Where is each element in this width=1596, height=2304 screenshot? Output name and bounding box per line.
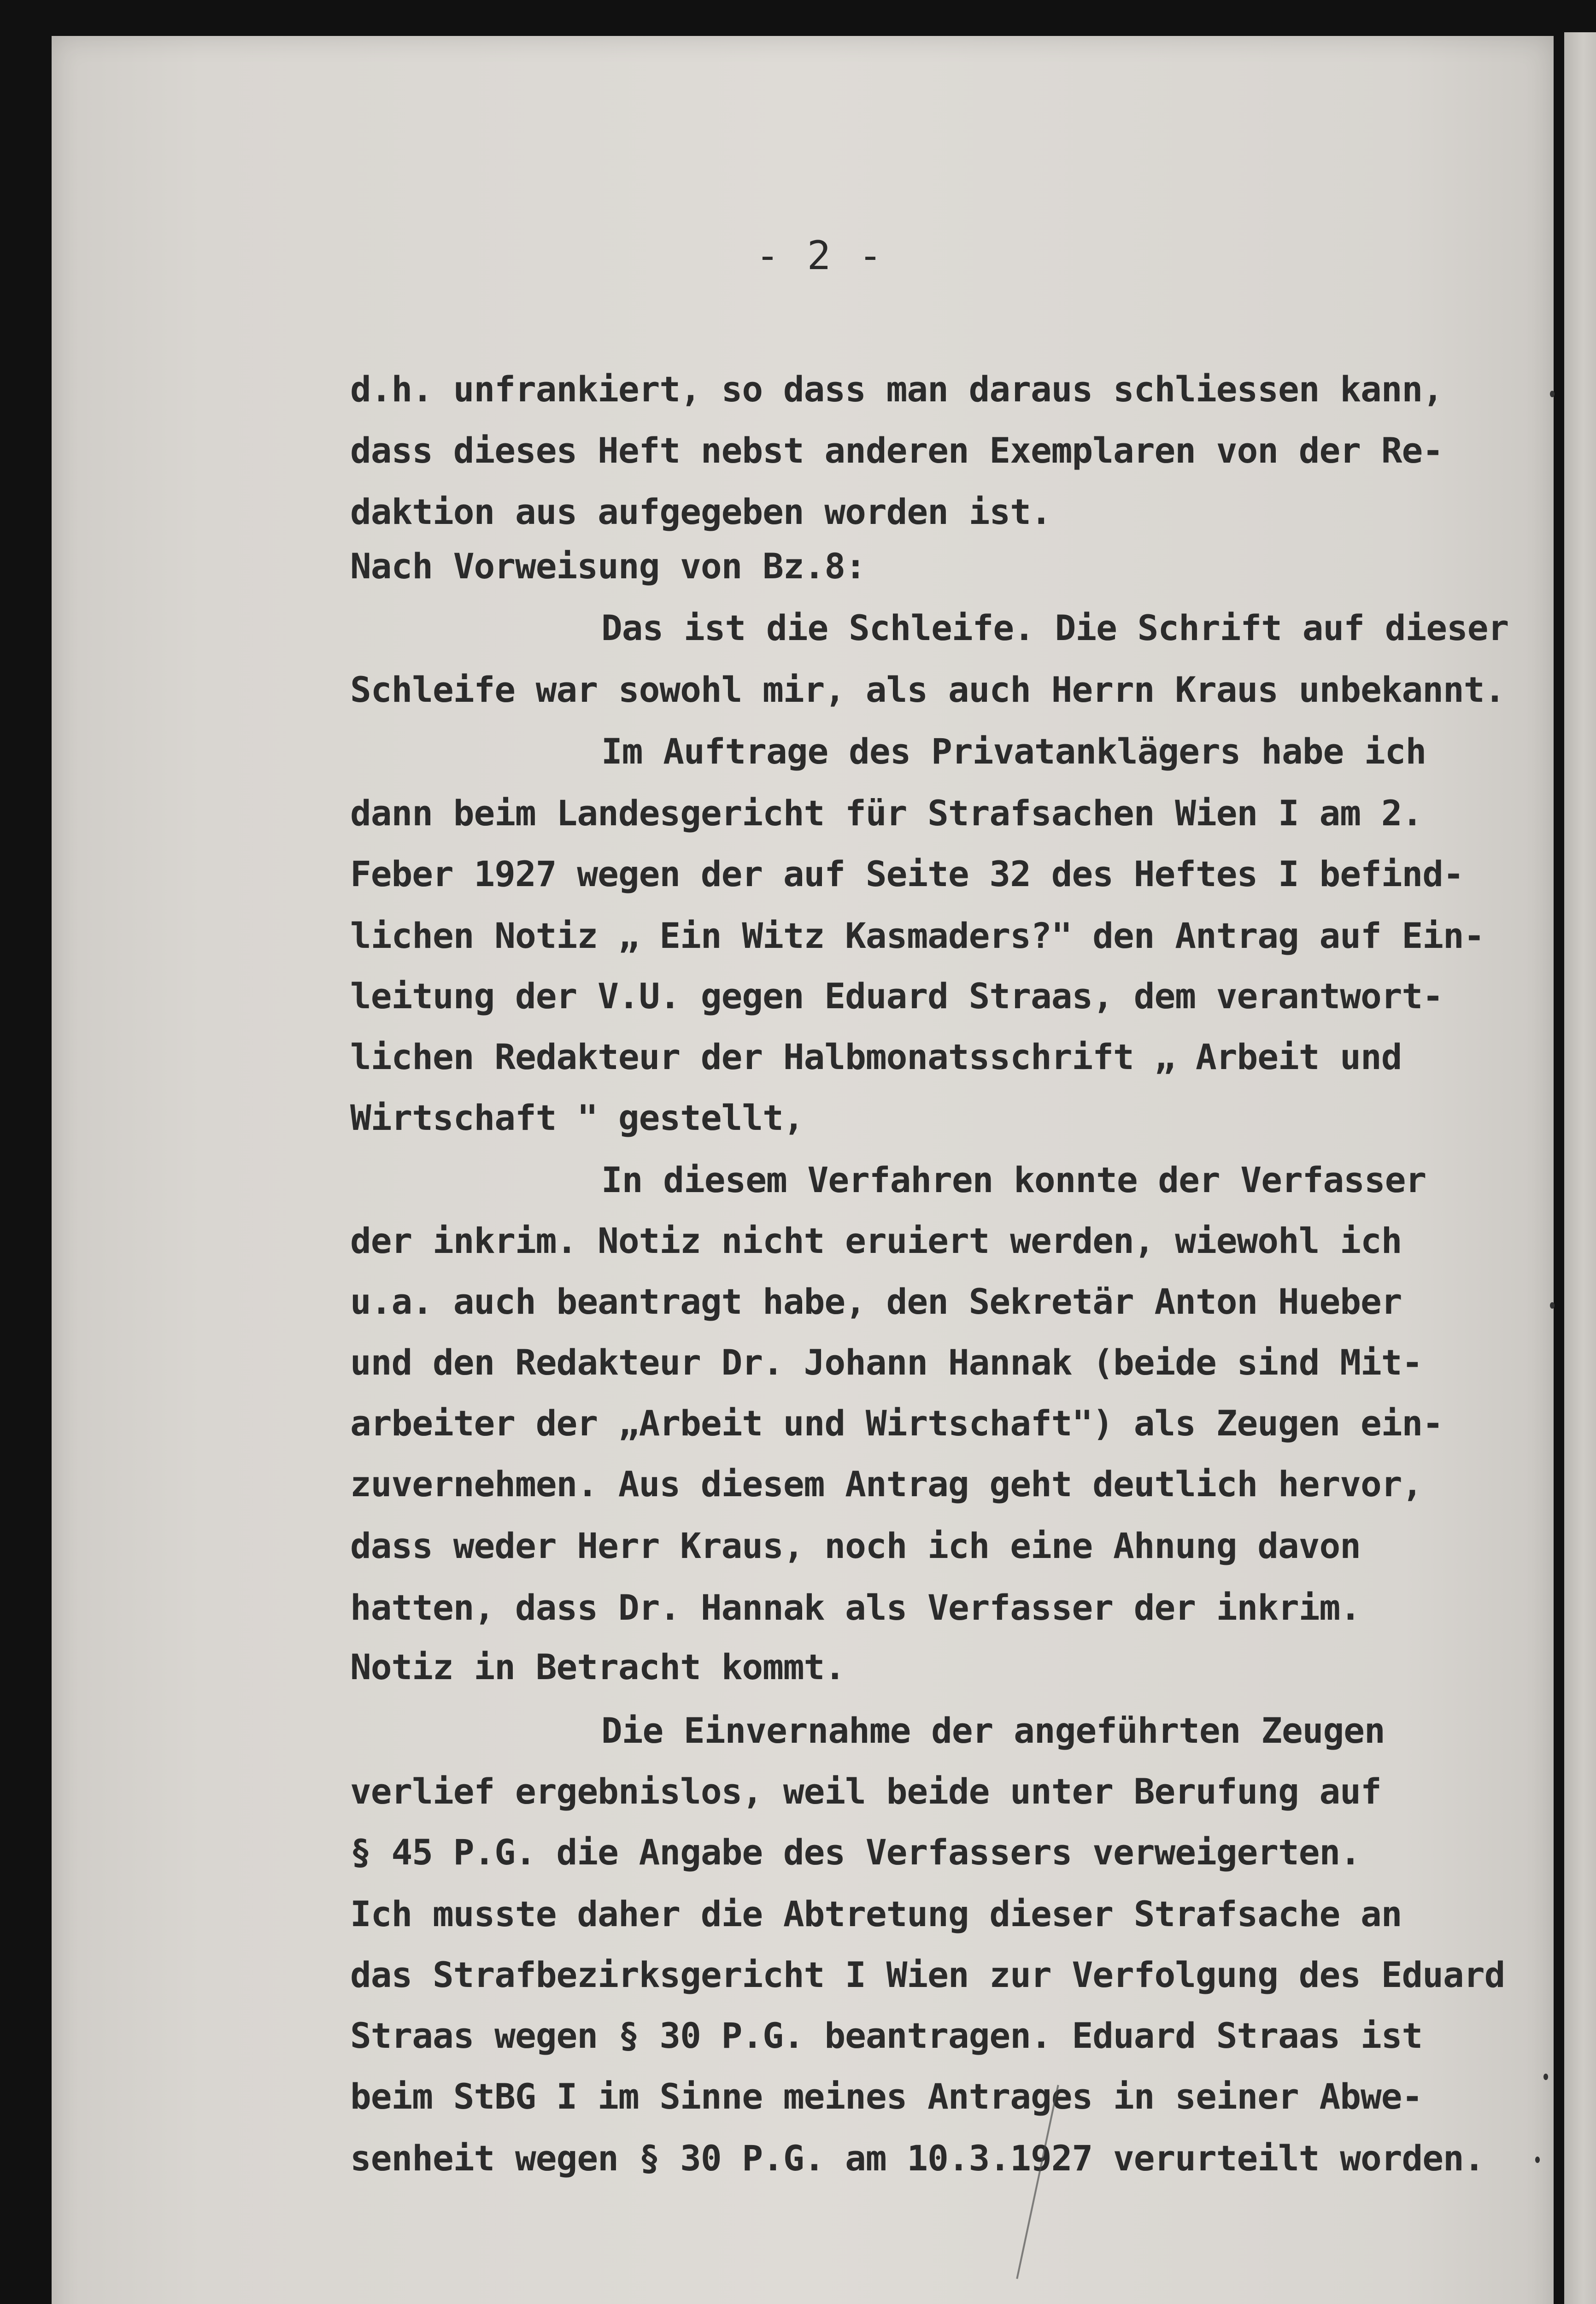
- text-line: Wirtschaft " gestellt,: [350, 1097, 804, 1138]
- text-line: d.h. unfrankiert, so dass man daraus schliessen kann,: [350, 369, 1443, 410]
- margin-mark: [1543, 2074, 1548, 2080]
- text-line: In diesem Verfahren konnte der Verfasser: [601, 1159, 1426, 1200]
- adjacent-page-edge: [1564, 32, 1596, 2304]
- text-line: leitung der V.U. gegen Eduard Straas, dem verantwort-: [350, 976, 1443, 1017]
- text-line: arbeiter der „Arbeit und Wirtschaft") als Zeugen ein-: [350, 1403, 1443, 1444]
- text-line: hatten, dass Dr. Hannak als Verfasser der inkrim.: [350, 1587, 1361, 1628]
- text-line: Das ist die Schleife. Die Schrift auf dieser: [601, 607, 1509, 648]
- text-line: lichen Redakteur der Halbmonatsschrift „ Arbeit und: [350, 1036, 1402, 1077]
- text-line: Nach Vorweisung von Bz.8:: [350, 546, 866, 587]
- text-line: Notiz in Betracht kommt.: [350, 1646, 845, 1687]
- text-line: dass dieses Heft nebst anderen Exemplaren von der Re-: [350, 430, 1443, 471]
- text-line: u.a. auch beantragt habe, den Sekretär Anton Hueber: [350, 1281, 1402, 1322]
- text-line: Im Auftrage des Privatanklägers habe ich: [601, 731, 1426, 772]
- text-line: Ich musste daher die Abtretung dieser Strafsache an: [350, 1893, 1402, 1934]
- text-line: lichen Notiz „ Ein Witz Kasmaders?" den Antrag auf Ein-: [350, 915, 1485, 956]
- page-number: - 2 -: [756, 233, 884, 279]
- text-line: Feber 1927 wegen der auf Seite 32 des Heftes I befind-: [350, 853, 1464, 894]
- text-line: und den Redakteur Dr. Johann Hannak (beide sind Mit-: [350, 1342, 1423, 1383]
- margin-mark: [1550, 1302, 1555, 1309]
- text-line: § 45 P.G. die Angabe des Verfassers verweigerten.: [350, 1832, 1361, 1873]
- text-line: der inkrim. Notiz nicht eruiert werden, wiewohl ich: [350, 1220, 1402, 1261]
- text-line: Die Einvernahme der angeführten Zeugen: [601, 1710, 1385, 1751]
- text-line: dass weder Herr Kraus, noch ich eine Ahnung davon: [350, 1525, 1361, 1566]
- text-line: dann beim Landesgericht für Strafsachen Wien I am 2.: [350, 793, 1423, 834]
- text-line: senheit wegen § 30 P.G. am 10.3.1927 verurteilt worden.: [350, 2138, 1485, 2179]
- text-line: zuvernehmen. Aus diesem Antrag geht deutlich hervor,: [350, 1464, 1423, 1505]
- text-line: Schleife war sowohl mir, als auch Herrn Kraus unbekannt.: [350, 669, 1505, 710]
- text-line: daktion aus aufgegeben worden ist.: [350, 491, 1051, 532]
- text-line: verlief ergebnislos, weil beide unter Berufung auf: [350, 1771, 1381, 1812]
- margin-mark: [1535, 2157, 1540, 2163]
- text-line: das Strafbezirksgericht I Wien zur Verfolgung des Eduard: [350, 1954, 1505, 1995]
- text-line: beim StBG I im Sinne meines Antrages in seiner Abwe-: [350, 2076, 1423, 2117]
- text-line: Straas wegen § 30 P.G. beantragen. Eduard Straas ist: [350, 2015, 1423, 2056]
- margin-mark: [1550, 391, 1555, 397]
